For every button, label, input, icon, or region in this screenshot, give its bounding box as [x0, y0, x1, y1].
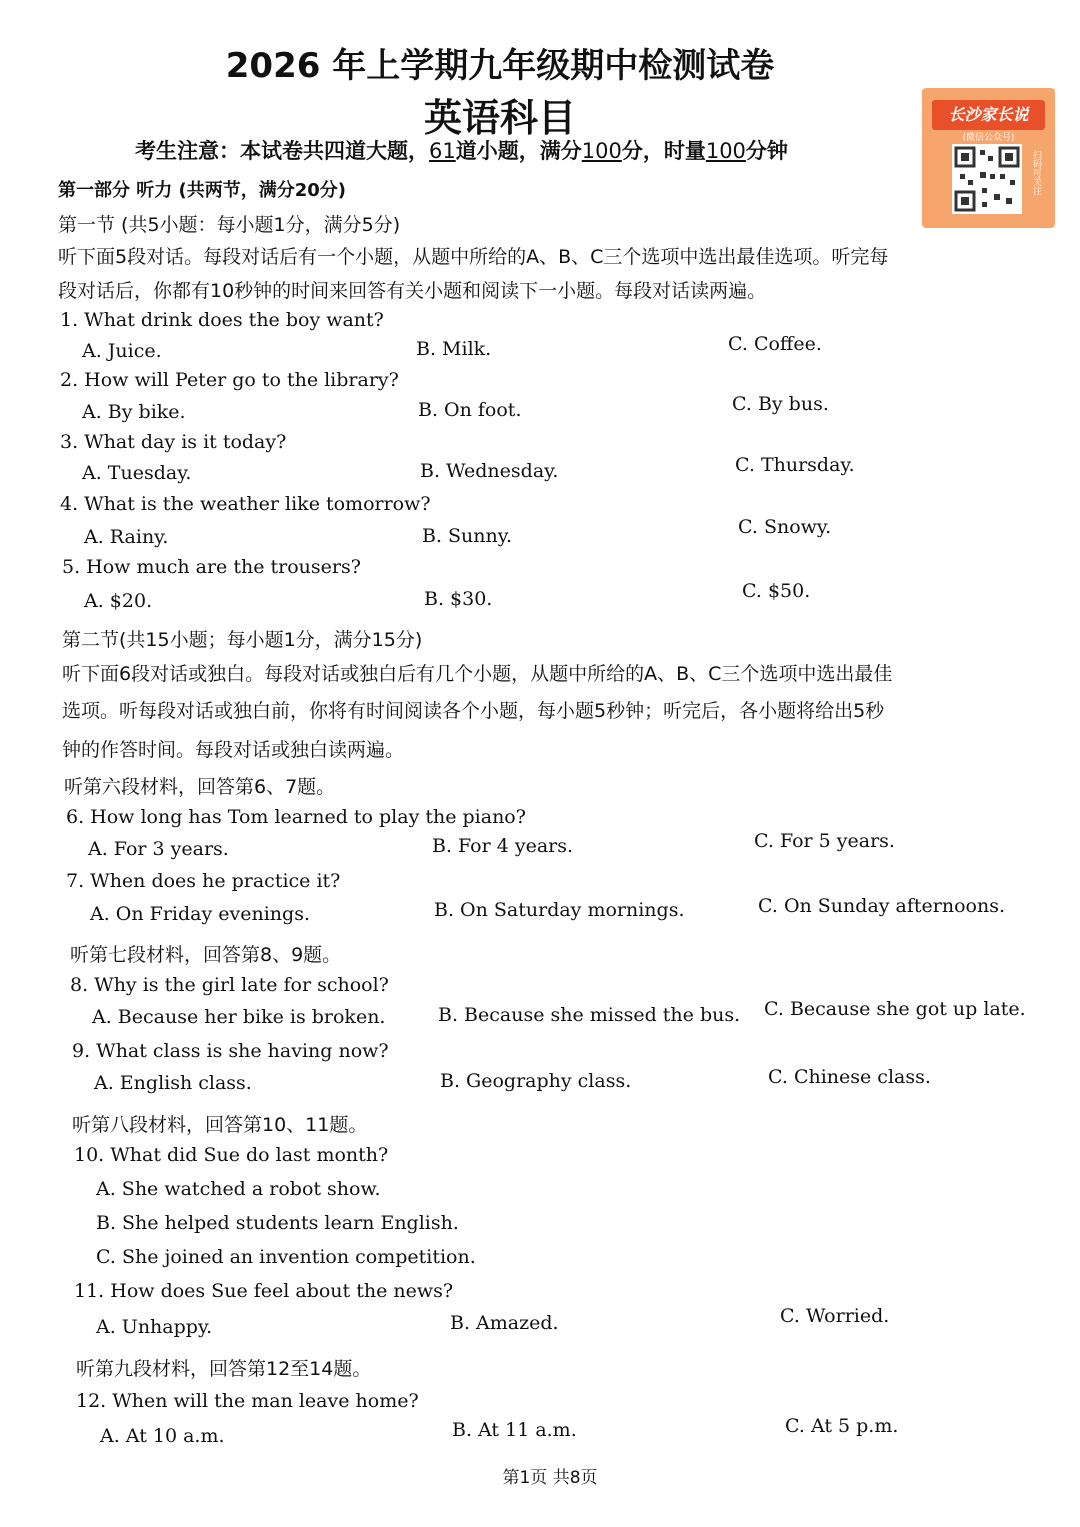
option-a: A. $20. [84, 590, 153, 612]
material-heading: 听第六段材料，回答第6、7题。 [64, 776, 336, 798]
time-limit: 100 [705, 139, 746, 163]
option-c: C. Snowy. [738, 516, 832, 538]
option-b: B. Because she missed the bus. [438, 1004, 741, 1026]
question: 8. Why is the girl late for school? [70, 974, 389, 996]
option-b: B. She helped students learn English. [96, 1212, 459, 1234]
question: 11. How does Sue feel about the news? [74, 1280, 454, 1302]
question: 4. What is the weather like tomorrow? [60, 493, 431, 515]
option-c: C. Worried. [780, 1305, 890, 1327]
option-b: B. For 4 years. [432, 835, 574, 857]
question: 6. How long has Tom learned to play the piano? [66, 806, 526, 828]
option-c: C. Because she got up late. [764, 998, 1026, 1020]
promo-subtitle: (微信公众号) [962, 133, 1015, 143]
question: 9. What class is she having now? [72, 1040, 389, 1062]
option-b: B. Amazed. [450, 1312, 559, 1334]
option-c: C. For 5 years. [754, 830, 895, 852]
option-b: B. Sunny. [422, 525, 513, 547]
question: 5. How much are the trousers? [62, 556, 361, 578]
option-b: B. Geography class. [440, 1070, 632, 1092]
option-a: A. Rainy. [84, 526, 169, 548]
option-c: C. At 5 p.m. [785, 1415, 899, 1437]
option-a: A. At 10 a.m. [100, 1425, 225, 1447]
wechat-promo [922, 88, 1055, 228]
section1-instruction: 听下面5段对话。每段对话后有一个小题，从题中所给的A、B、C三个选项中选出最佳选项。听完每 [58, 246, 889, 268]
option-c: C. On Sunday afternoons. [758, 895, 1006, 917]
material-heading: 听第七段材料，回答第8、9题。 [70, 944, 342, 966]
question-count: 61 [429, 139, 456, 163]
material-heading: 听第九段材料，回答第12至14题。 [76, 1358, 372, 1380]
section1-heading: 第一节 (共5小题：每小题1分，满分5分) [58, 214, 401, 236]
option-a: A. Tuesday. [82, 462, 192, 484]
section2-instruction: 听下面6段对话或独白。每段对话或独白后有几个小题，从题中所给的A、B、C三个选项中选出最佳 [62, 663, 893, 685]
exam-notice: 考生注意：本试卷共四道大题，61道小题，满分100分，时量100分钟 [135, 139, 788, 163]
question: 12. When will the man leave home? [76, 1390, 419, 1412]
option-b: B. At 11 a.m. [452, 1419, 577, 1441]
option-b: B. Wednesday. [420, 460, 559, 482]
option-a: A. Unhappy. [96, 1316, 213, 1338]
option-a: A. On Friday evenings. [90, 903, 310, 925]
option-a: A. For 3 years. [88, 838, 229, 860]
section2-heading: 第二节(共15小题；每小题1分，满分15分) [62, 629, 423, 651]
promo-title: 长沙家长说 [932, 100, 1045, 130]
question: 1. What drink does the boy want? [60, 309, 384, 331]
option-b: B. $30. [424, 588, 493, 610]
option-a: A. English class. [94, 1072, 252, 1094]
option-a: A. She watched a robot show. [96, 1178, 381, 1200]
option-c: C. Coffee. [728, 333, 822, 355]
option-c: C. She joined an invention competition. [96, 1246, 476, 1268]
option-b: B. Milk. [416, 338, 492, 360]
full-score: 100 [581, 139, 622, 163]
option-c: C. Chinese class. [768, 1066, 931, 1088]
section1-instruction: 段对话后，你都有10秒钟的时间来回答有关小题和阅读下一小题。每段对话读两遍。 [58, 280, 767, 302]
material-heading: 听第八段材料，回答第10、11题。 [72, 1114, 368, 1136]
option-c: C. $50. [742, 580, 811, 602]
exam-title: 2026 年上学期九年级期中检测试卷 [225, 46, 775, 86]
question: 2. How will Peter go to the library? [60, 369, 399, 391]
promo-side-text: 扫码可关注 [1031, 150, 1041, 195]
option-b: B. On Saturday mornings. [434, 899, 685, 921]
qr-code-icon [952, 144, 1022, 214]
option-b: B. On foot. [418, 399, 522, 421]
question: 3. What day is it today? [60, 431, 287, 453]
question: 10. What did Sue do last month? [74, 1144, 389, 1166]
subject-title: 英语科目 [423, 96, 576, 140]
option-c: C. By bus. [732, 393, 829, 415]
section2-instruction: 选项。听每段对话或独白前，你将有时间阅读各个小题，每小题5秒钟；听完后，各小题将给出5秒 [62, 700, 885, 722]
option-a: A. Juice. [82, 340, 162, 362]
option-a: A. By bike. [82, 401, 186, 423]
page-number: 第1页 共8页 [502, 1468, 598, 1488]
option-a: A. Because her bike is broken. [92, 1006, 386, 1028]
option-c: C. Thursday. [735, 454, 855, 476]
section2-instruction: 钟的作答时间。每段对话或独白读两遍。 [62, 739, 405, 761]
question: 7. When does he practice it? [66, 870, 341, 892]
part1-heading: 第一部分 听力 (共两节，满分20分) [58, 180, 347, 201]
